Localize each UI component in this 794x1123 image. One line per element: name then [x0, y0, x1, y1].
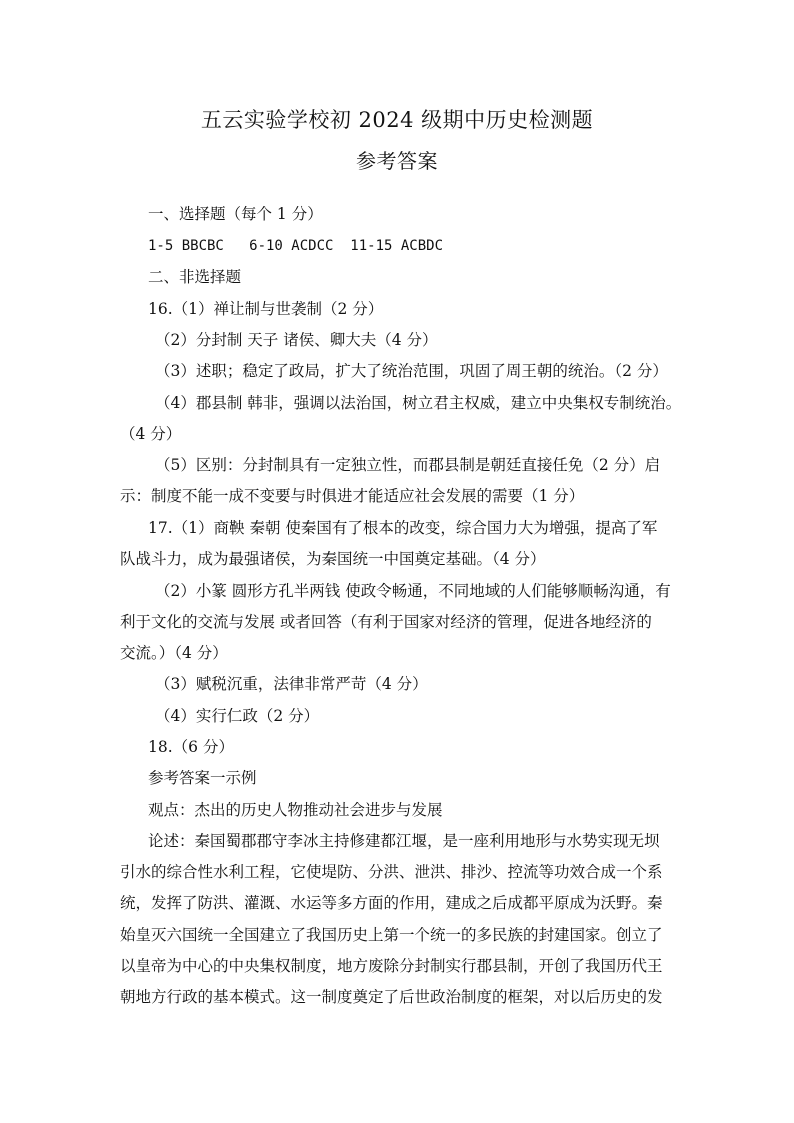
answer-line: 统，发挥了防洪、灌溉、水运等多方面的作用，建成之后成都平原成为沃野。秦: [120, 894, 663, 912]
answer-line: （4 分）: [120, 425, 182, 443]
answer-line: 交流。）（4 分）: [120, 644, 228, 662]
answer-line: 朝地方行政的基本模式。这一制度奠定了后世政治制度的框架，对以后历史的发: [120, 988, 663, 1006]
answer-line: 以皇帝为中心的中央集权制度，地方废除分封制实行郡县制，开创了我国历代王: [120, 957, 663, 975]
answer-line: 利于文化的交流与发展 或者回答（有利于国家对经济的管理，促进各地经济的: [120, 613, 652, 631]
answer-line: 始皇灭六国统一全国建立了我国历史上第一个统一的多民族的封建国家。创立了: [120, 926, 663, 944]
answer-line: （5）区别：分封制具有一定独立性，而郡县制是朝廷直接任免（2 分）启: [155, 456, 661, 474]
section-heading-choice: 一、选择题（每个 1 分）: [148, 205, 323, 223]
answer-line: 16.（1）禅让制与世袭制（2 分）: [148, 300, 384, 318]
answer-line: （3）述职；稳定了政局，扩大了统治范围，巩固了周王朝的统治。（2 分）: [155, 362, 668, 380]
answer-line: （2）小篆 圆形方孔半两钱 使政令畅通，不同地域的人们能够顺畅沟通，有: [155, 582, 671, 600]
answer-line: 17.（1）商鞅 秦朝 使秦国有了根本的改变，综合国力大为增强，提高了军: [148, 519, 658, 537]
answer-line: 参考答案一示例: [148, 769, 257, 787]
answer-line: 示：制度不能一成不变要与时俱进才能适应社会发展的需要（1 分）: [120, 487, 585, 505]
answer-line: 观点：杰出的历史人物推动社会进步与发展: [148, 801, 443, 819]
answer-line: （3）赋税沉重，法律非常严苛（4 分）: [155, 675, 428, 693]
answer-line: 队战斗力，成为最强诸侯，为秦国统一中国奠定基础。（4 分）: [120, 550, 546, 568]
answer-line: （2）分封制 天子 诸侯、卿大夫（4 分）: [155, 331, 438, 349]
answer-line: 18.（6 分）: [148, 738, 234, 756]
choice-answers: 1-5 BBCBC 6-10 ACDCC 11-15 ACBDC: [148, 238, 444, 254]
answer-line: （4）郡县制 韩非，强调以法治国，树立君主权威，建立中央集权专制统治。: [155, 394, 682, 412]
answer-line: 论述：秦国蜀郡郡守李冰主持修建都江堰，是一座利用地形与水势实现无坝: [148, 832, 660, 850]
document-subtitle: 参考答案: [356, 149, 438, 173]
answer-line: （4）实行仁政（2 分）: [155, 707, 320, 725]
section-heading-nonchoice: 二、非选择题: [148, 268, 242, 286]
document-title: 五云实验学校初 2024 级期中历史检测题: [200, 108, 594, 132]
answer-line: 引水的综合性水利工程，它使堤防、分洪、泄洪、排沙、控流等功效合成一个系: [120, 863, 663, 881]
